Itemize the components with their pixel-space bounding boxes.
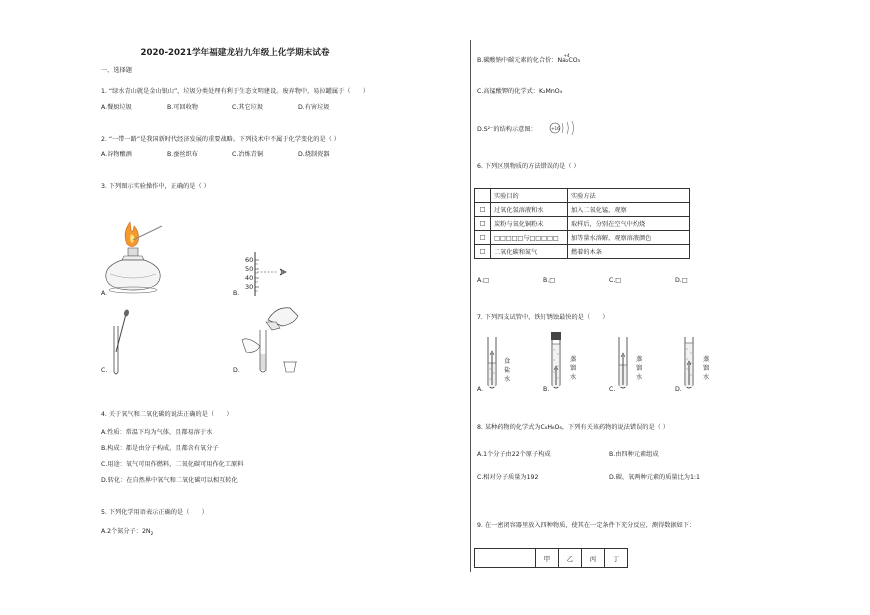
cylinder-tick-60: 60 bbox=[245, 256, 254, 264]
question-8-option-b: B.由四种元素组成 bbox=[609, 451, 659, 458]
table-row bbox=[475, 203, 690, 217]
question-7-label-c: C. bbox=[609, 386, 616, 393]
question-5-option-a-subscript: 2 bbox=[150, 532, 154, 538]
question-2-option-a: A.谷物酿酒 bbox=[101, 151, 132, 158]
row-method: 取样后，分别在空气中灼烧 bbox=[568, 217, 690, 231]
question-9-table bbox=[474, 548, 628, 568]
row-purpose: 二氧化碳和氮气 bbox=[491, 245, 568, 259]
question-3-label-d: D. bbox=[233, 367, 240, 374]
test-tube-b-label-1: 蒸 bbox=[570, 356, 577, 363]
question-4-option-a: A.性质：常温下均为气体，且都易溶于水 bbox=[101, 429, 213, 436]
pouring-liquid-illustration bbox=[238, 302, 308, 377]
question-2-option-c: C.冶炼青铜 bbox=[232, 151, 264, 158]
row-purpose: □□□□□与□□□□□ bbox=[491, 231, 568, 245]
row-method: 加等量水溶解，观察溶液颜色 bbox=[568, 231, 690, 245]
table-header-blank bbox=[475, 549, 536, 568]
test-tube-c-illustration bbox=[615, 335, 635, 391]
question-5-option-a-text: A.2个氮分子：2N bbox=[101, 528, 151, 535]
row-method: 燃着的木条 bbox=[568, 245, 690, 259]
test-tube-b-illustration bbox=[548, 330, 568, 391]
sulfur-nucleus-charge: +16 bbox=[551, 125, 560, 131]
table-row bbox=[475, 231, 690, 245]
question-5-option-b-charge: +4 bbox=[563, 53, 570, 58]
question-5-option-b-formula: Na₂CO₃ bbox=[557, 57, 581, 64]
sulfur-ion-structure-diagram bbox=[548, 118, 578, 138]
question-5-option-d: D.S²⁻的结构示意图： bbox=[477, 126, 537, 133]
test-tube-d-label-2: 馏 bbox=[703, 365, 710, 372]
test-tube-c-label-3: 水 bbox=[636, 374, 643, 381]
question-8-stem: 8. 某种药物的化学式为C₆H₈O₆，下列有关该药物的说法错误的是（ ） bbox=[477, 424, 669, 431]
question-9-stem: 9. 在一密闭容器里放入四种物质，使其在一定条件下充分反应，测得数据如下： bbox=[477, 522, 696, 529]
question-5-option-a bbox=[101, 528, 153, 539]
question-7-label-b: B. bbox=[543, 386, 550, 393]
question-8-option-a: A.1个分子由22个原子构成 bbox=[477, 451, 551, 458]
table-header-blank bbox=[475, 189, 491, 203]
question-7-label-a: A. bbox=[477, 386, 484, 393]
question-5-option-b-text: B.碳酸钠中碳元素的化合价： bbox=[477, 57, 558, 64]
test-tube-a-label-3: 水 bbox=[504, 376, 511, 383]
cylinder-tick-50: 50 bbox=[245, 265, 254, 273]
question-7-label-d: D. bbox=[675, 386, 682, 393]
row-method: 加入二氧化锰，观察 bbox=[568, 203, 690, 217]
question-5-option-c bbox=[477, 88, 562, 96]
question-4-stem: 4. 关于氧气和二氧化碳的说法正确的是（ ） bbox=[101, 411, 233, 418]
question-5-option-c-text: C.高锰酸钾的化学式： bbox=[477, 88, 539, 95]
graduated-cylinder-illustration bbox=[238, 250, 298, 300]
question-2-option-b: B.蚕丝织布 bbox=[167, 151, 198, 158]
test-tube-c-label-2: 馏 bbox=[636, 365, 643, 372]
question-6-option-a: A.□ bbox=[477, 277, 489, 284]
test-tube-d-label-3: 水 bbox=[703, 374, 710, 381]
question-6-option-c: C.□ bbox=[609, 277, 622, 284]
test-tube-b-label-3: 水 bbox=[570, 374, 577, 381]
table-row bbox=[475, 217, 690, 231]
question-6-stem: 6. 下列区别物质的方法错误的是（ ） bbox=[477, 163, 580, 170]
row-mark: □ bbox=[475, 231, 491, 245]
page-title: 2020-2021学年福建龙岩九年级上化学期末试卷 bbox=[140, 48, 330, 58]
question-8-option-c: C.相对分子质量为192 bbox=[477, 474, 539, 481]
question-1-option-d: D.有害垃圾 bbox=[298, 104, 330, 111]
row-mark: □ bbox=[475, 203, 491, 217]
row-mark: □ bbox=[475, 217, 491, 231]
question-6-table bbox=[474, 188, 690, 259]
test-tube-a-label-1: 食 bbox=[504, 358, 511, 365]
table-header-ding: 丁 bbox=[605, 549, 628, 568]
test-tube-a-label-2: 盐 bbox=[504, 367, 511, 374]
test-tube-c-label-1: 蒸 bbox=[636, 356, 643, 363]
table-header-row bbox=[475, 189, 690, 203]
column-divider bbox=[470, 40, 471, 572]
question-5-option-c-formula: K₂MnO₄ bbox=[538, 88, 563, 95]
question-6-option-d: D.□ bbox=[675, 277, 688, 284]
question-3-label-b: B. bbox=[233, 290, 240, 297]
question-8-option-d: D.碳、氧两种元素的质量比为1:1 bbox=[609, 474, 700, 481]
question-1-option-a: A.餐厨垃圾 bbox=[101, 104, 132, 111]
alcohol-lamp-illustration bbox=[100, 208, 170, 298]
table-header-purpose: 实验目的 bbox=[491, 189, 568, 203]
table-header-bing: 丙 bbox=[582, 549, 605, 568]
row-mark: □ bbox=[475, 245, 491, 259]
question-5-stem: 5. 下列化学用语表示正确的是（ ） bbox=[101, 509, 208, 516]
question-1-stem: 1. “绿水青山就是金山银山”，垃圾分类处理有利于生态文明建设。废弃物中，易拉罐属于（ ） bbox=[101, 88, 369, 95]
question-2-option-d: D.烧制瓷器 bbox=[298, 151, 330, 158]
cylinder-tick-40: 40 bbox=[245, 274, 254, 282]
question-7-stem: 7. 下列四支试管中，铁钉锈蚀最快的是（ ） bbox=[477, 314, 609, 321]
table-row bbox=[475, 245, 690, 259]
question-4-option-b: B.构成：都是由分子构成，且都含有氧分子 bbox=[101, 445, 219, 452]
row-purpose: 炭粉与氧化铜粉末 bbox=[491, 217, 568, 231]
row-purpose: 过氧化氢溶液和水 bbox=[491, 203, 568, 217]
question-2-stem: 2. “一带一路”是我国新时代经济发展的重要战略。下列技术中不属于化学变化的是（ ） bbox=[101, 136, 340, 143]
question-3-label-c: C. bbox=[101, 367, 108, 374]
question-3-label-a: A. bbox=[101, 290, 108, 297]
question-1-option-c: C.其它垃圾 bbox=[232, 104, 264, 111]
test-tube-dropper-illustration bbox=[104, 308, 134, 378]
question-4-option-c: C.用途：氧气可用作燃料，二氧化碳可用作化工原料 bbox=[101, 461, 244, 468]
cylinder-tick-30: 30 bbox=[245, 283, 254, 291]
question-6-option-b: B.□ bbox=[543, 277, 556, 284]
table-header-yi: 乙 bbox=[559, 549, 582, 568]
test-tube-d-illustration bbox=[681, 335, 701, 391]
test-tube-a-illustration bbox=[484, 335, 504, 391]
table-header-method: 实验方法 bbox=[568, 189, 690, 203]
question-5-option-b bbox=[477, 53, 581, 65]
question-1-option-b: B.可回收物 bbox=[167, 104, 198, 111]
test-tube-b-label-2: 馏 bbox=[570, 365, 577, 372]
table-header-row bbox=[475, 549, 628, 568]
test-tube-d-label-1: 蒸 bbox=[703, 356, 710, 363]
question-4-option-d: D.转化：在自然界中氧气和二氧化碳可以相互转化 bbox=[101, 477, 238, 484]
question-3-stem: 3. 下列图示实验操作中，正确的是（ ） bbox=[101, 183, 210, 190]
table-header-jia: 甲 bbox=[536, 549, 559, 568]
section-heading: 一、选择题 bbox=[101, 67, 132, 74]
question-5-option-b-formula-wrap bbox=[557, 53, 581, 65]
